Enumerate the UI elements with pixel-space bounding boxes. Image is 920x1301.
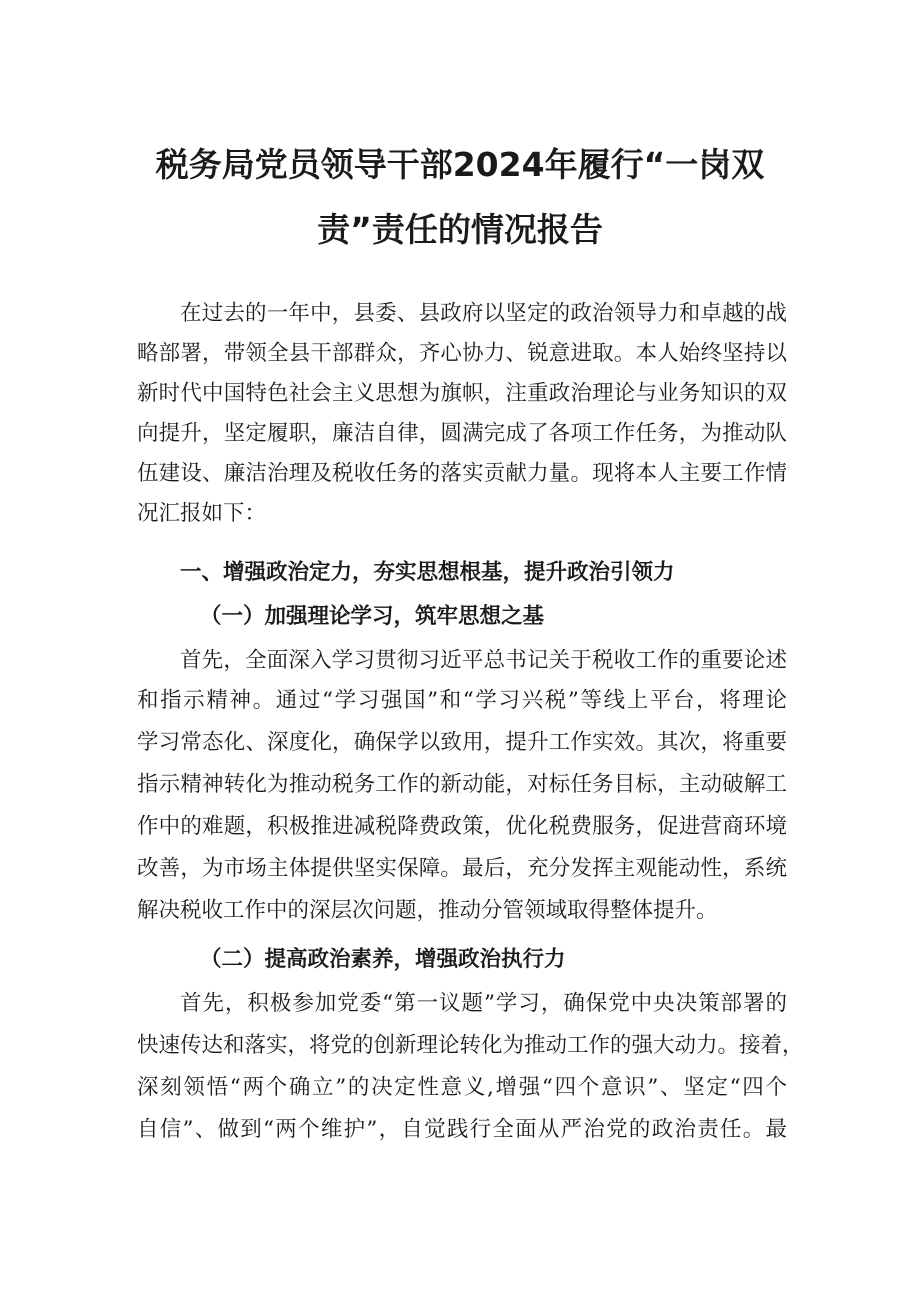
document-title-line-2: 责”责任的情况报告 [317,210,603,249]
sub1-line-2: 和指示精神。通过“学习强国”和“学习兴税”等线上平台，将理论 [137,688,787,713]
intro-line-6: 况汇报如下： [137,501,267,526]
sub1-line-5: 作中的难题，积极推进减税降费政策，优化税费服务，促进营商环境 [137,814,787,839]
sub2-line-1: 首先，积极参加党委“第一议题”学习，确保党中央决策部署的 [180,991,787,1016]
sub2-line-3: 深刻领悟“两个确立”的决定性意义,增强“四个意识”、坚定“四个 [137,1075,787,1100]
sub1-line-3: 学习常态化、深度化，确保学以致用，提升工作实效。其次，将重要 [137,730,787,755]
sub1-line-7: 解决税收工作中的深层次问题，推动分管领域取得整体提升。 [137,898,718,923]
intro-line-5: 伍建设、廉洁治理及税收任务的落实贡献力量。现将本人主要工作情 [137,461,787,486]
subsection-2-heading: （二）提高政治素养，增强政治执行力 [200,947,566,972]
sub2-line-2: 快速传达和落实，将党的创新理论转化为推动工作的强大动力。接着， [137,1033,804,1058]
sub2-line-4: 自信”、做到“两个维护”，自觉践行全面从严治党的政治责任。最 [137,1117,787,1142]
intro-line-1: 在过去的一年中，县委、县政府以坚定的政治领导力和卓越的战 [180,301,787,326]
section-1-heading: 一、增强政治定力，夯实思想根基，提升政治引领力 [180,560,675,585]
intro-line-2: 略部署，带领全县干部群众，齐心协力、锐意进取。本人始终坚持以 [137,341,787,366]
document-title-line-1: 税务局党员领导干部2024年履行“一岗双 [155,145,765,184]
sub1-line-4: 指示精神转化为推动税务工作的新动能，对标任务目标，主动破解工 [137,772,787,797]
intro-line-3: 新时代中国特色社会主义思想为旗帜，注重政治理论与业务知识的双 [137,381,787,406]
intro-line-4: 向提升，坚定履职，廉洁自律，圆满完成了各项工作任务，为推动队 [137,421,787,446]
sub1-line-6: 改善，为市场主体提供坚实保障。最后，充分发挥主观能动性，系统 [137,856,787,881]
sub1-line-1: 首先，全面深入学习贯彻习近平总书记关于税收工作的重要论述 [180,648,787,673]
subsection-1-heading: （一）加强理论学习，筑牢思想之基 [200,604,545,629]
